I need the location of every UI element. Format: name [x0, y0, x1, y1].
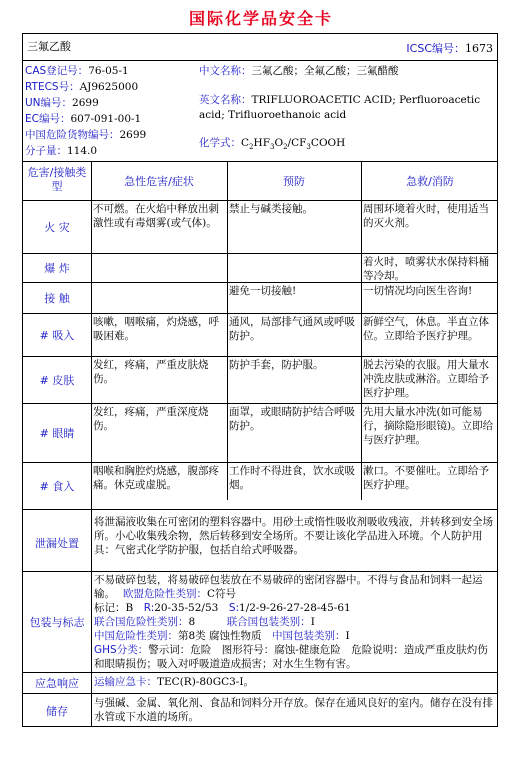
hazard-symptom: 发红，疼痛，严重皮肤烧伤。	[93, 359, 209, 385]
emergency-row	[23, 673, 497, 693]
safety-card	[22, 33, 498, 727]
emergency-card-value: TEC(R)-80GC3-I。	[157, 676, 255, 688]
col-symptom-header: 急性危害/症状	[124, 175, 194, 188]
hazard-table-header	[23, 162, 497, 200]
col-type-header: 危害/接触类型	[27, 166, 87, 193]
spill-row	[23, 514, 497, 571]
hazard-prevention: 防护手套，防护服。	[229, 359, 324, 371]
ghs-value: 警示词：危险 图形符号：腐蚀-健康危险 危险说明：造成严重皮肤灼伤和眼睛损伤；吸入对呼吸道造成损害；对水生生物有害。	[94, 644, 488, 670]
header-row	[23, 34, 497, 60]
icsc-value: 1673	[465, 42, 493, 55]
emergency-card-label: 运输应急卡：	[94, 676, 157, 688]
page-title: 国际化学品安全卡	[188, 9, 333, 28]
storage-row	[23, 694, 497, 727]
spill-text: 将泄漏液收集在可密闭的塑料容器中。用砂土或惰性吸收剂吸收残液，并转移到安全场所。小心收集残余物，然后转移到安全场所。不要让该化学品进入环境。个人防护用具：气密式化学防护服，包括自给式呼吸器。	[94, 516, 493, 556]
hazard-row	[23, 254, 497, 282]
rtecs-label: RTECS号：	[25, 81, 80, 93]
molecular-weight-value: 114.0	[67, 145, 98, 157]
cn-dangerous-goods-value: 2699	[119, 129, 147, 141]
identifiers-block	[23, 61, 497, 161]
un-hazard-value: 8	[188, 616, 196, 628]
cas-label: CAS登记号：	[25, 65, 89, 77]
hazard-aid: 漱口。不要催吐。立即给予医疗护理。	[363, 465, 489, 491]
hazard-aid: 一切情况均向医生咨询!	[363, 285, 473, 297]
packaging-text	[94, 573, 497, 671]
un-label: UN编号：	[25, 97, 73, 109]
hazard-aid: 着火时，喷雾状水保持料桶等冷却。	[363, 256, 489, 282]
hazard-symptom: 不可燃。在火焰中释放出刺激性或有毒烟雾(或气体)。	[93, 203, 219, 229]
hazard-symptom: 咳嗽，咽喉痛，灼烧感，呼吸困难。	[93, 316, 219, 342]
s-value: 1/2-9-26-27-28-45-61	[239, 602, 351, 614]
emergency-label: 应急响应	[35, 677, 79, 690]
hazard-type: # 吸入	[39, 329, 75, 342]
hazard-prevention: 禁止与碱类接触。	[229, 203, 313, 215]
hazard-aid: 新鲜空气，休息。半直立体位。立即给予医疗护理。	[363, 316, 489, 342]
ghs-label: GHS分类：	[94, 644, 149, 656]
emergency-text	[94, 676, 496, 690]
formula-value: $C_2HF_3O_2/CF_3COOH$	[241, 137, 346, 152]
eu-class-label: 欧盟危险性类别：	[123, 588, 207, 600]
hazard-row	[23, 283, 497, 313]
eu-class-value: C符号	[207, 588, 237, 600]
cn-pack-label: 中国包装类别：	[272, 630, 346, 642]
un-hazard-label: 联合国危险性类别：	[94, 616, 189, 628]
packaging-label: 包装与标志	[29, 616, 85, 629]
molecular-weight-label: 分子量：	[25, 145, 67, 157]
hazard-prevention: 面罩，或眼睛防护结合呼吸防护。	[229, 406, 355, 432]
ec-label: EC编号：	[25, 113, 71, 125]
ids-left	[25, 63, 197, 159]
cn-name-label: 中文名称：	[199, 65, 252, 77]
hazard-prevention: 通风，局部排气通风或呼吸防护。	[229, 316, 355, 342]
hazard-row	[23, 463, 497, 509]
hazard-aid: 脱去污染的衣服。用大量水冲洗皮肤或淋浴。立即给予医疗护理。	[363, 359, 489, 399]
hazard-aid: 周围环境着火时，使用适当的灭火剂。	[363, 203, 489, 229]
cn-dangerous-goods-label: 中国危险货物编号：	[25, 129, 120, 141]
packaging-row	[23, 572, 497, 672]
rtecs-value: AJ9625000	[79, 81, 139, 93]
packaging-line1: 不易破碎包装，将易破碎包装放在不易破碎的密闭容器中。不得与食品和饲料一起运输。	[94, 574, 483, 600]
storage-label: 储存	[46, 704, 68, 718]
marks-label: 标记：	[94, 602, 126, 614]
ids-right	[199, 63, 497, 155]
hazard-row	[23, 314, 497, 356]
hazard-type: 接 触	[44, 292, 70, 305]
col-prevention-header: 预防	[283, 175, 305, 188]
un-pack-label: 联合国包装类别：	[226, 616, 311, 628]
hazard-aid: 先用大量水冲洗(如可能易行，摘除隐形眼镜)。立即给与医疗护理。	[363, 406, 494, 446]
icsc-label: ICSC编号：	[406, 42, 465, 55]
hazard-symptom: 咽喉和胸腔灼烧感，腹部疼痛。休克或虚脱。	[93, 465, 219, 491]
cn-hazard-label: 中国危险性类别：	[94, 630, 178, 642]
hazard-type: # 皮肤	[39, 374, 75, 387]
icsc-number	[406, 40, 493, 56]
spill-label: 泄漏处置	[35, 536, 79, 550]
un-pack-value: I	[310, 616, 315, 628]
hazard-type: # 食入	[39, 480, 75, 493]
formula-label: 化学式：	[199, 137, 241, 149]
hazard-row	[23, 357, 497, 403]
cas-value: 76-05-1	[88, 65, 129, 77]
hazard-prevention: 工作时不得进食，饮水或吸烟。	[229, 465, 355, 491]
cn-hazard-value: 第8类 腐蚀性物质	[178, 630, 262, 642]
hazard-symptom: 发红，疼痛，严重深度烧伤。	[93, 406, 209, 432]
col-aid-header: 急救/消防	[406, 175, 454, 188]
hazard-row	[23, 201, 497, 253]
en-name-label: 英文名称：	[199, 94, 252, 106]
ec-value: 607-091-00-1	[70, 113, 142, 125]
cn-pack-value: I	[345, 630, 350, 642]
un-value: 2699	[72, 97, 99, 109]
r-label: R:	[143, 602, 155, 614]
hazard-type: 火 灾	[44, 221, 70, 234]
hazard-row	[23, 404, 497, 462]
chemical-name: 三氟乙酸	[27, 40, 71, 53]
hazard-prevention: 避免一切接触!	[229, 285, 297, 297]
r-value: 20-35-52/53	[154, 602, 219, 614]
en-name-value: TRIFLUOROACETIC ACID; Perfluoroacetic acid; Trifluoroethanoic acid	[199, 94, 481, 121]
hazard-type: # 眼睛	[39, 427, 75, 440]
storage-text: 与强碱、金属、氧化剂、食品和饲料分开存放。保存在通风良好的室内。储存在没有排水管或下水道的场所。	[94, 697, 493, 723]
cn-name-value: 三氟乙酸；全氟乙酸；三氟醋酸	[251, 65, 399, 77]
hazard-type: 爆 炸	[44, 262, 70, 275]
s-label: S:	[228, 602, 240, 614]
marks-value: B	[125, 602, 134, 614]
